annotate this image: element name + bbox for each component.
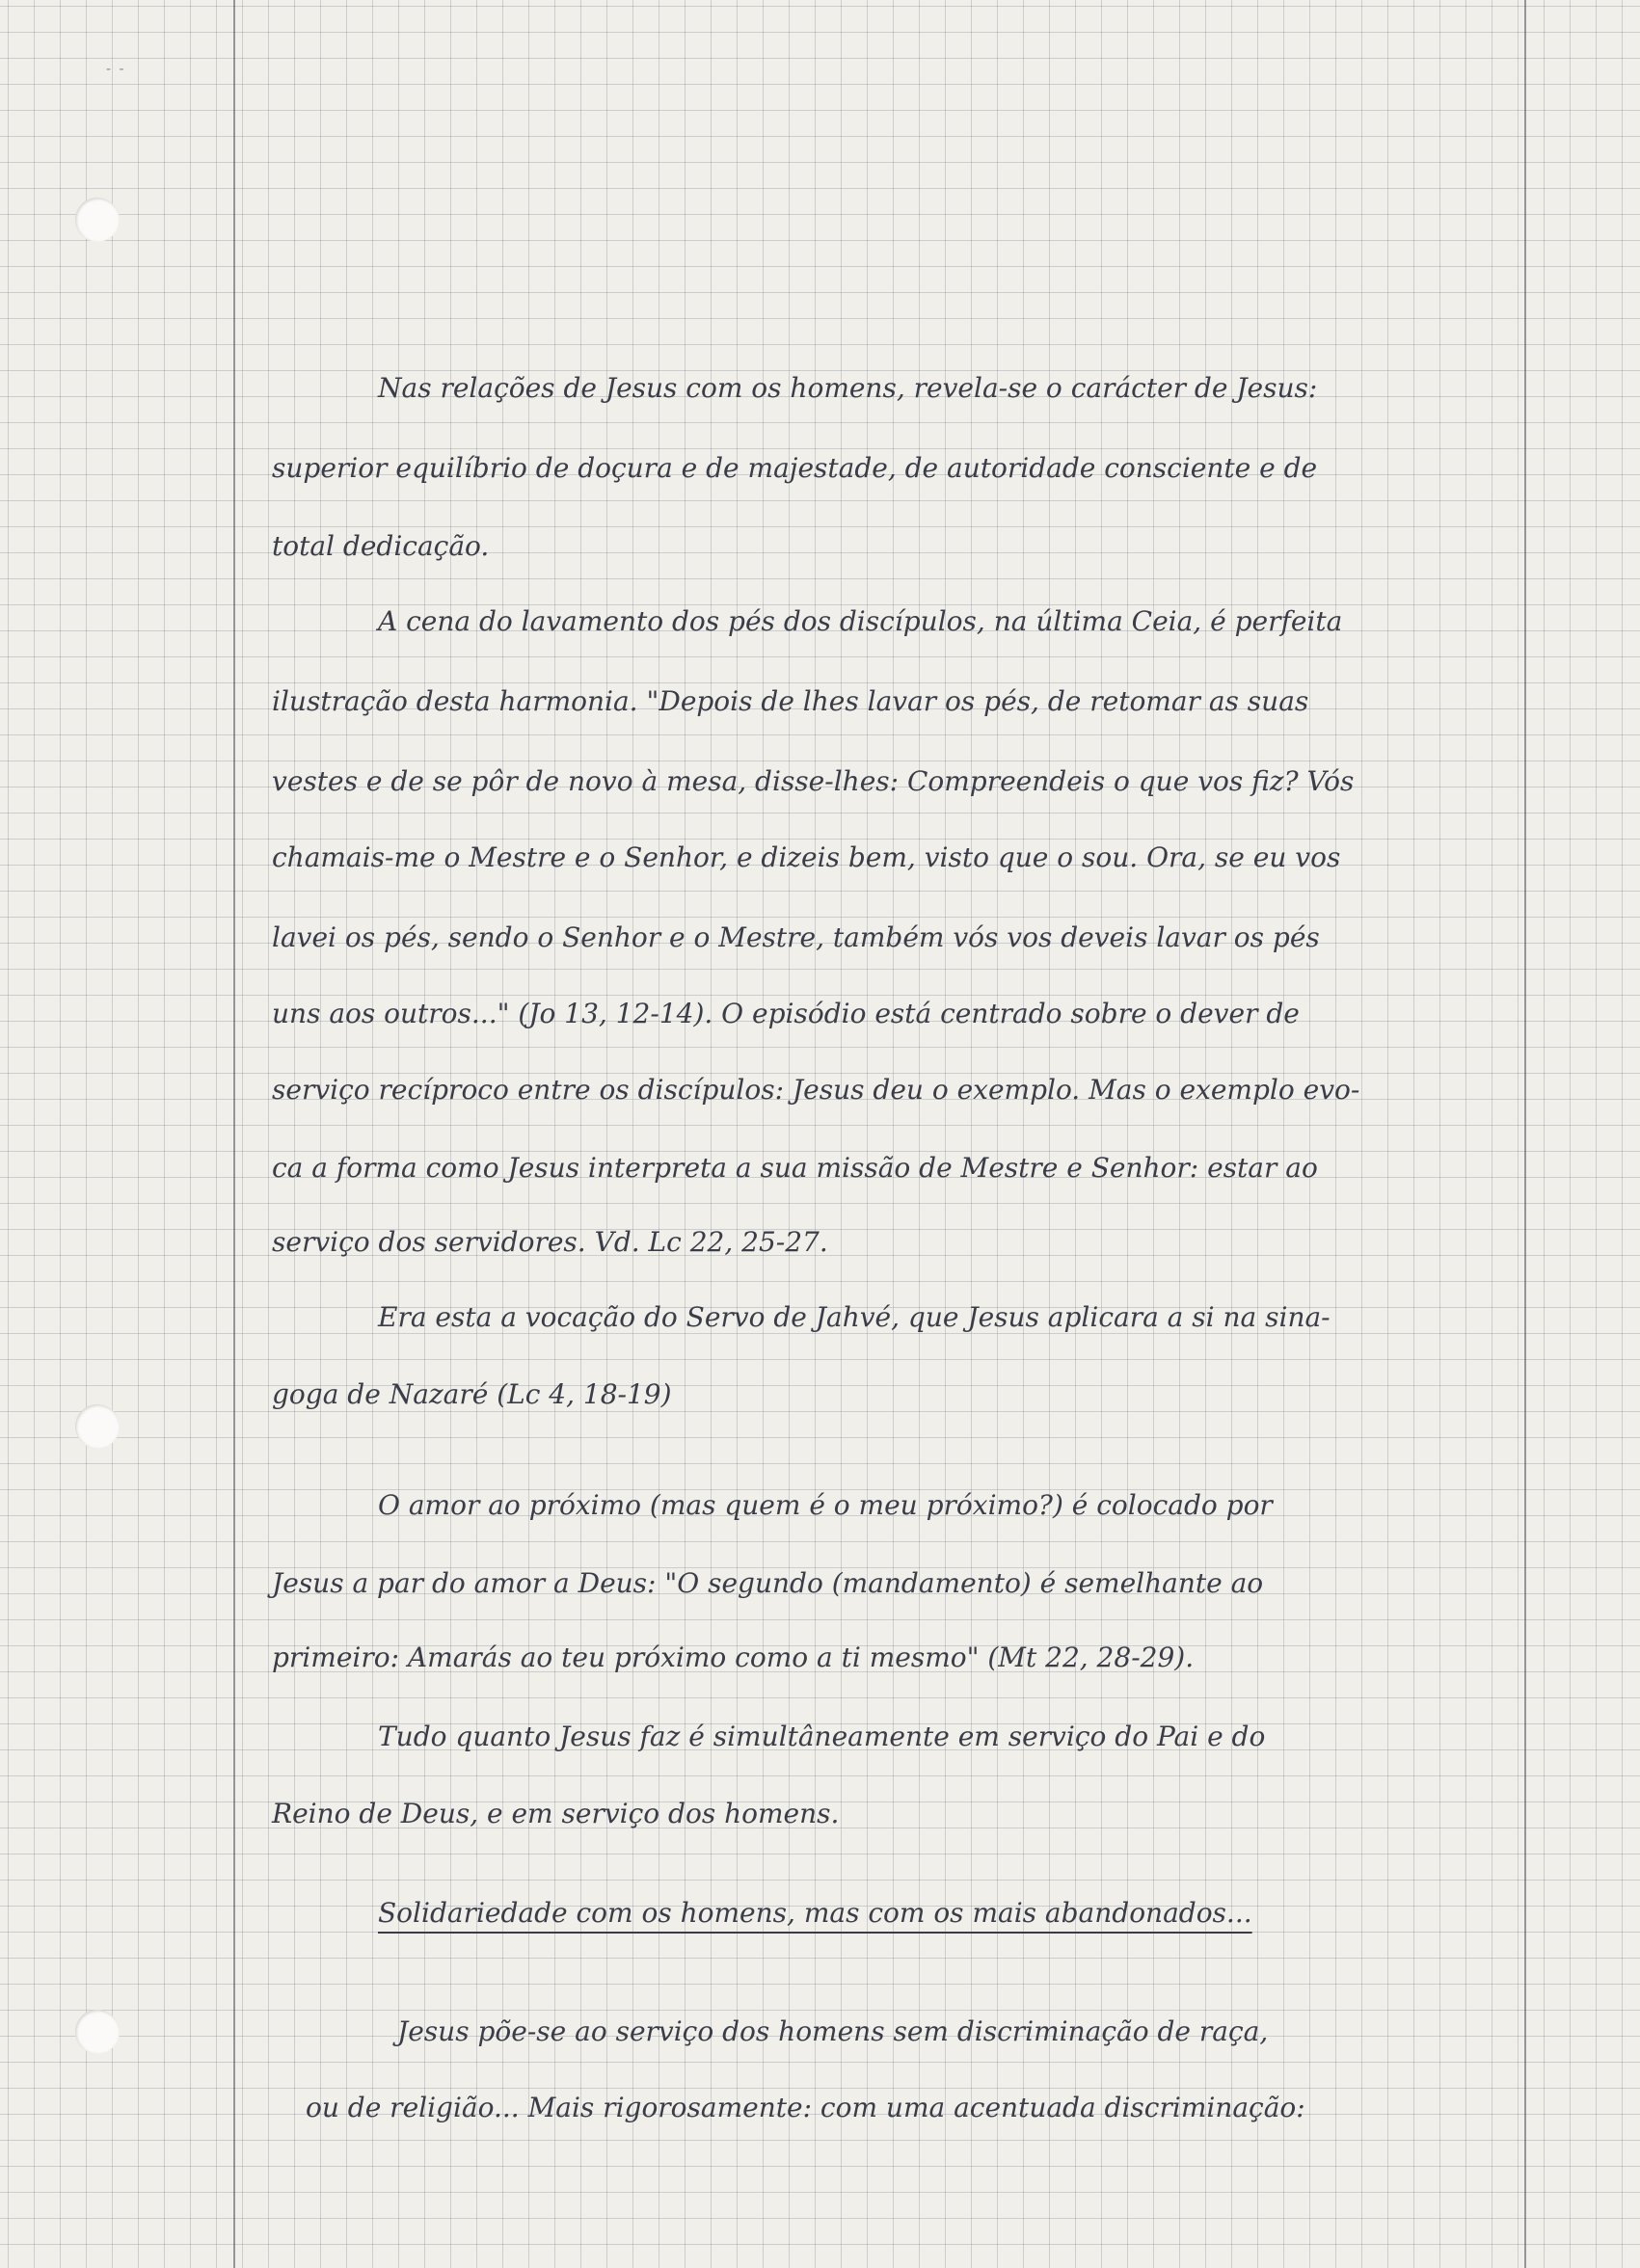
text-line: goga de Nazaré (Lc 4, 18-19) (272, 1378, 672, 1410)
text-line: lavei os pés, sendo o Senhor e o Mestre, também vós vos deveis lavar os pés (272, 921, 1320, 953)
right-margin-line (1524, 0, 1526, 2268)
text-line: Reino de Deus, e em serviço dos homens. (272, 1798, 840, 1829)
text-line: serviço dos servidores. Vd. Lc 22, 25-27. (272, 1226, 828, 1258)
text-line: A cena do lavamento dos pés dos discípulos, na última Ceia, é perfeita (378, 605, 1343, 637)
text-line: Nas relações de Jesus com os homens, revela-se o carácter de Jesus: (378, 372, 1318, 404)
text-line: chamais-me o Mestre e o Senhor, e dizeis bem, visto que o sou. Ora, se eu vos (272, 841, 1341, 873)
text-line: ca a forma como Jesus interpreta a sua missão de Mestre e Senhor: estar ao (272, 1152, 1318, 1184)
text-line: O amor ao próximo (mas quem é o meu próximo?) é colocado por (378, 1489, 1273, 1521)
punch-hole (75, 1404, 120, 1449)
text-line: total dedicação. (272, 530, 490, 562)
punch-hole (75, 2010, 120, 2054)
text-line: ou de religião... Mais rigorosamente: com uma acentuada discriminação: (306, 2092, 1305, 2123)
text-line: vestes e de se pôr de novo à mesa, disse-lhes: Compreendeis o que vos fiz? Vós (272, 765, 1355, 797)
corner-mark: - - (106, 62, 126, 77)
text-line: Tudo quanto Jesus faz é simultâneamente em serviço do Pai e do (378, 1721, 1266, 1752)
text-line: serviço recíproco entre os discípulos: Jesus deu o exemplo. Mas o exemplo evo- (272, 1074, 1360, 1106)
left-margin-line (233, 0, 235, 2268)
text-line: Era esta a vocação do Servo de Jahvé, que Jesus aplicara a si na sina- (378, 1301, 1331, 1333)
text-line: primeiro: Amarás ao teu próximo como a ti mesmo" (Mt 22, 28-29). (272, 1641, 1195, 1673)
text-line: Jesus a par do amor a Deus: "O segundo (mandamento) é semelhante ao (272, 1567, 1264, 1599)
text-line: uns aos outros..." (Jo 13, 12-14). O episódio está centrado sobre o dever de (272, 998, 1300, 1029)
section-heading: Solidariedade com os homens, mas com os mais abandonados... (378, 1897, 1252, 1929)
text-line: superior equilíbrio de doçura e de majestade, de autoridade consciente e de (272, 452, 1318, 484)
text-line: ilustração desta harmonia. "Depois de lhes lavar os pés, de retomar as suas (272, 685, 1309, 717)
punch-hole (75, 198, 120, 242)
text-line: Jesus põe-se ao serviço dos homens sem discriminação de raça, (397, 2015, 1269, 2047)
